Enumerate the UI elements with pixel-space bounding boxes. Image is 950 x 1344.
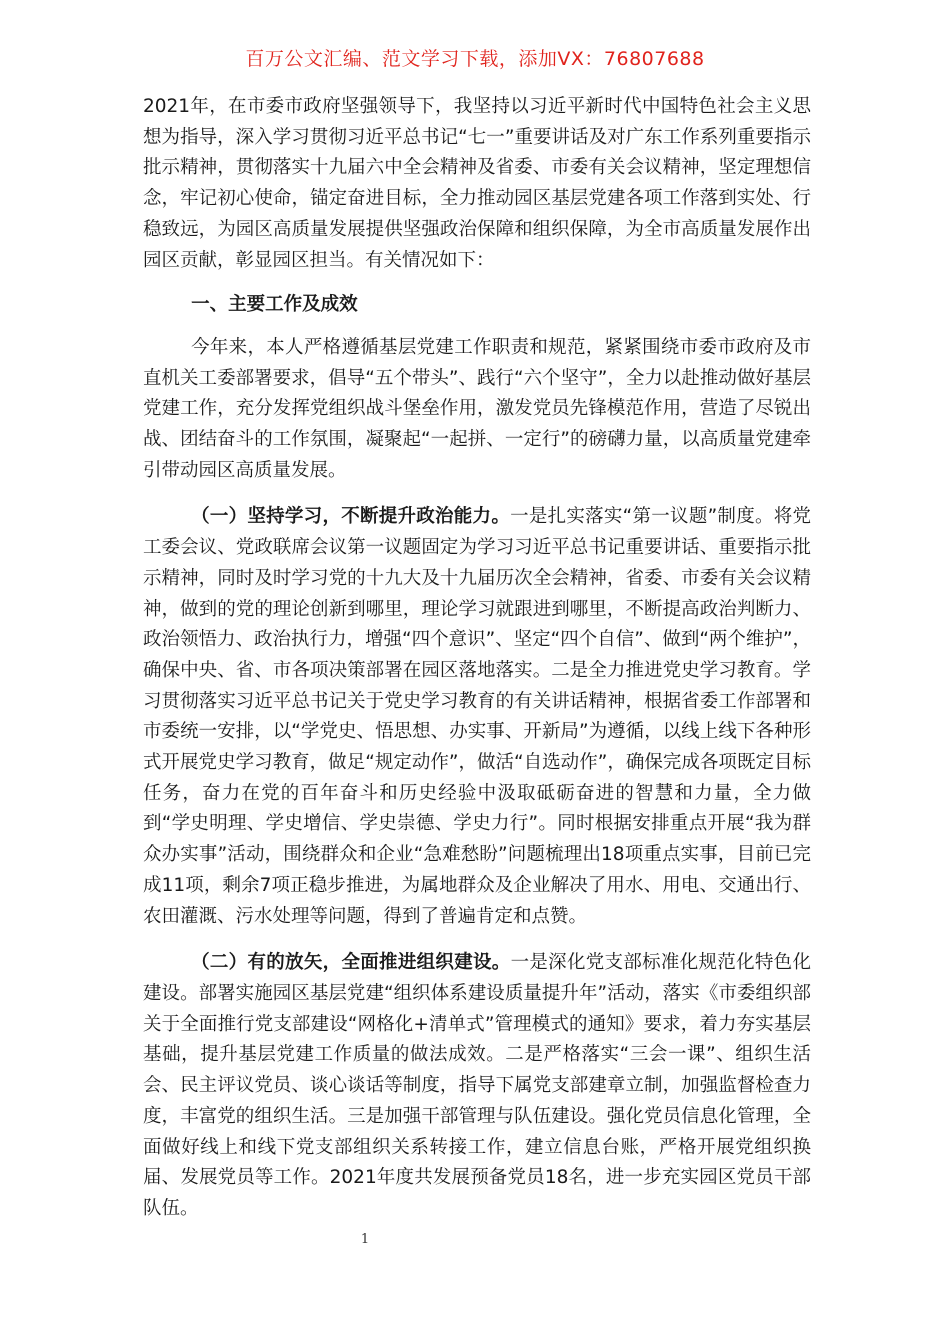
document-body (143, 92, 811, 1225)
intro-paragraph: 2021年，在市委市政府坚强领导下，我坚持以习近平新时代中国特色社会主义思想为指导，深入学习贯彻习近平总书记“七一”重要讲话及对广东工作系列重要指示批示精神，贯彻落实十九届六中全会精神及省委、市委有关会议精神，坚定理想信念，牢记初心使命，锚定奋进目标，全力推动园区基层党建各项工作落到实处、行稳致远，为园区高质量发展提供坚强政治保障和组织保障，为全市高质量发展作出园区贡献，彰显园区担当。有关情况如下： (143, 96, 811, 271)
item-title-2: （二）有的放矢，全面推进组织建设。 (191, 952, 511, 974)
section-paragraph: 今年来，本人严格遵循基层党建工作职责和规范，紧紧围绕市委市政府及市直机关工委部署要求，倡导“五个带头”、践行“六个坚守”，全力以赴推动做好基层党建工作，充分发挥党组织战斗堡垒作用，激发党员先锋模范作用，营造了尽锐出战、团结奋斗的工作氛围，凝聚起“一起拼、一定行”的磅礴力量，以高质量党建牵引带动园区高质量发展。 (143, 336, 811, 481)
page-number: 1 (360, 1232, 370, 1247)
item-paragraph-2 (143, 948, 811, 1224)
item-title-1: （一）坚持学习，不断提升政治能力。 (191, 506, 511, 528)
header-banner: 百万公文汇编、范文学习下载，添加VX：76807688 (245, 48, 705, 70)
item-body-2: 一是深化党支部标准化规范化特色化建设。部署实施园区基层党建“组织体系建设质量提升年”活动，落实《市委组织部关于全面推行党支部建设“网格化+清单式”管理模式的通知》要求，着力夯实基层基础，提升基层党建工作质量的做法成效。二是严格落实“三会一课”、组织生活会、民主评议党员、谈心谈话等制度，指导下属党支部建章立制，加强监督检查力度，丰富党的组织生活。三是加强干部管理与队伍建设。强化党员信息化管理，全面做好线上和线下党支部组织关系转接工作，建立信息台账，严格开展党组织换届、发展党员等工作。2021年度共发展预备党员18名，进一步充实园区党员干部队伍。 (143, 952, 811, 1219)
section-heading: 一、主要工作及成效 (191, 294, 358, 316)
item-paragraph-1 (143, 502, 811, 932)
item-body-1: 一是扎实落实“第一议题”制度。将党工委会议、党政联席会议第一议题固定为学习习近平总书记重要讲话、重要指示批示精神，同时及时学习党的十九大及十九届历次全会精神，省委、市委有关会议精神，做到的党的理论创新到哪里，理论学习就跟进到哪里，不断提高政治判断力、政治领悟力、政治执行力，增强“四个意识”、坚定“四个自信”、做到“两个维护”，确保中央、省、市各项决策部署在园区落地落实。二是全力推进党史学习教育。学习贯彻落实习近平总书记关于党史学习教育的有关讲话精神，根据省委工作部署和市委统一安排，以“学党史、悟思想、办实事、开新局”为遵循，以线上线下各种形式开展党史学习教育，做足“规定动作”，做活“自选动作”，确保完成各项既定目标任务，奋力在党的百年奋斗和历史经验中汲取砥砺奋进的智慧和力量，全力做到“学史明理、学史增信、学史崇德、学史力行”。同时根据安排重点开展“我为群众办实事”活动，围绕群众和企业“急难愁盼”问题梳理出18项重点实事，目前已完成11项，剩余7项正稳步推进，为属地群众及企业解决了用水、用电、交通出行、农田灌溉、污水处理等问题，得到了普遍肯定和点赞。 (143, 506, 812, 927)
